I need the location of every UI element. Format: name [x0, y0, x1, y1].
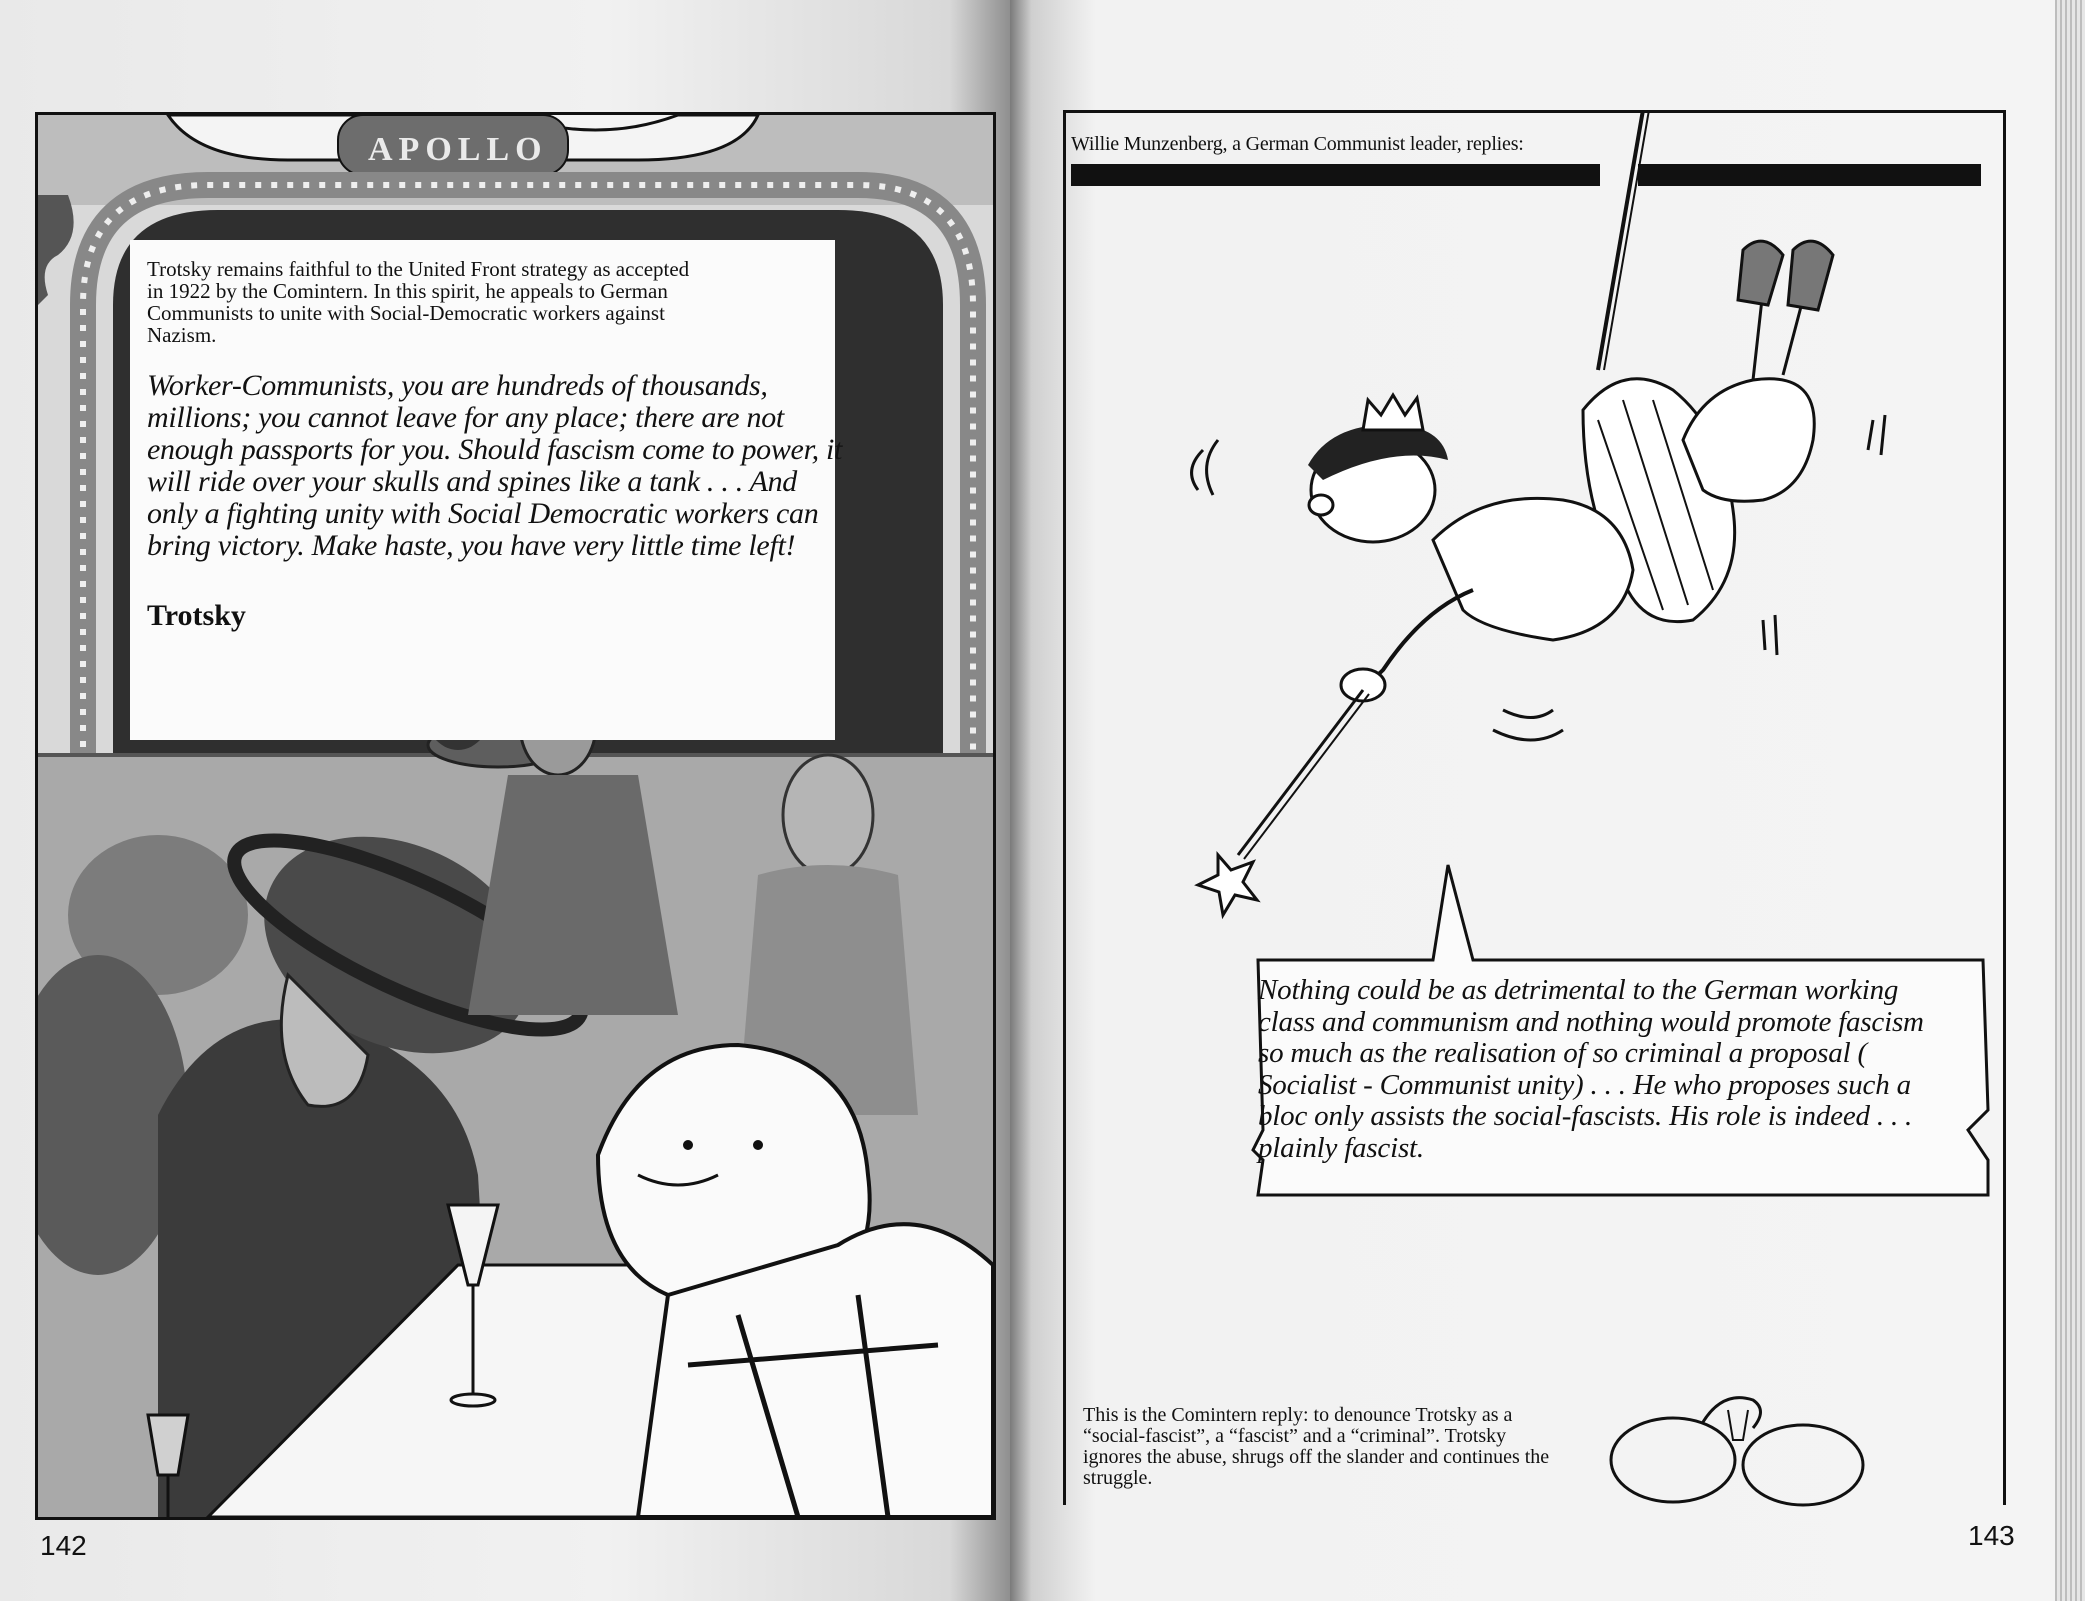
- trotsky-intro-caption: Trotsky remains faithful to the United Front strategy as accepted in 1922 by the Comintern. In this spirit, he appeals to German Communists to unite with Social-Democratic workers against Nazism.: [147, 257, 690, 347]
- page-edge-stack: [2055, 0, 2085, 1601]
- munzenberg-intro: Willie Munzenberg, a German Communist leader, replies:: [1071, 133, 1524, 155]
- comintern-reply-caption: This is the Comintern reply: to denounce Trotsky as a “social-fascist”, a “fascist” and a “criminal”. Trotsky ignores the abuse, shrugs off the slander and continues the struggle.: [1083, 1404, 1550, 1489]
- left-page: [0, 0, 1010, 1601]
- quote-attribution: Trotsky: [147, 599, 246, 632]
- apollo-sign: APOLLO: [368, 131, 548, 168]
- munzenberg-speech: Nothing could be as detrimental to the German working class and communism and nothing would promote fascism so much as the realisation of so criminal a proposal ( Socialist - Communist unity) . . . He who proposes such a bloc only assists the social-fascists. His role is indeed . . . plainly fascist.: [1258, 974, 1924, 1164]
- fairy-cartoon: [1063, 110, 2000, 1510]
- trotsky-quote: Worker-Communists, you are hundreds of thousands, millions; you cannot leave for any place; there are not enough passports for you. Should fascism come to power, it will ride over your skulls and spines like a tank . . . And only a fighting unity with Social Democratic workers can bring victory. Make haste, you have very little time left!: [147, 369, 843, 562]
- page-number-right: 143: [1968, 1520, 2015, 1551]
- page-number-left: 142: [40, 1530, 87, 1561]
